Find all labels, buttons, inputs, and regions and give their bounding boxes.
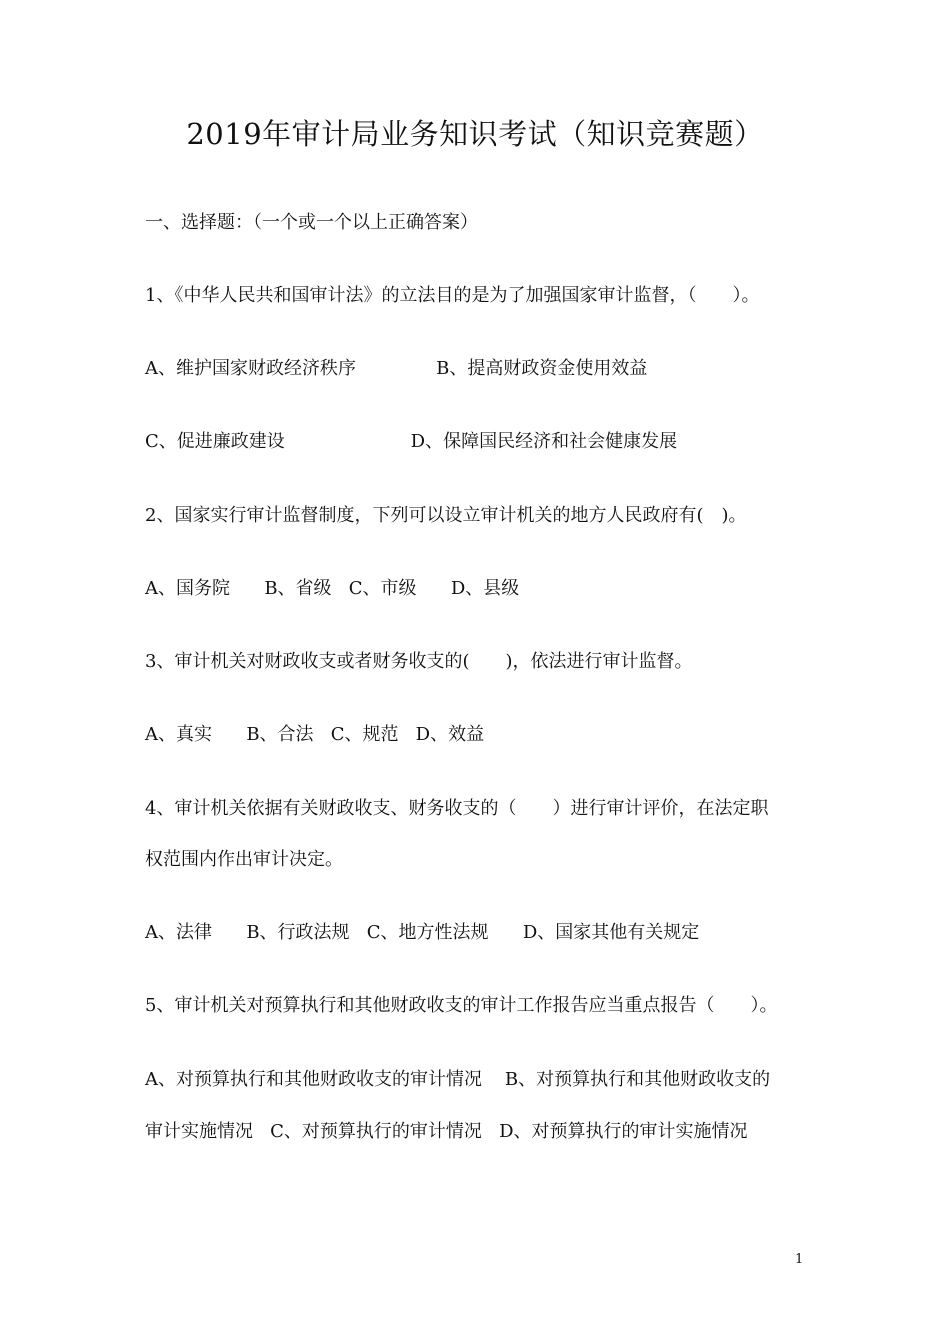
question-2-options: A、国务院 B、省级 C、市级 D、县级 <box>145 578 520 599</box>
question-2-stem: 2、国家实行审计监督制度，下列可以设立审计机关的地方人民政府有( )。 <box>145 505 747 526</box>
question-5-options-line-2: 审计实施情况 C、对预算执行的审计情况 D、对预算执行的审计实施情况 <box>145 1121 748 1142</box>
question-4-stem-line-2: 权范围内作出审计决定。 <box>145 849 343 870</box>
question-1-options-row-1: A、维护国家财政经济秩序 B、提高财政资金使用效益 <box>145 358 648 379</box>
page-number: 1 <box>795 1252 804 1267</box>
question-5-stem: 5、审计机关对预算执行和其他财政收支的审计工作报告应当重点报告（ ）。 <box>145 995 778 1016</box>
section-heading: 一、选择题：（一个或一个以上正确答案） <box>145 212 478 233</box>
question-3-stem: 3、审计机关对财政收支或者财务收支的( )，依法进行审计监督。 <box>145 651 693 672</box>
question-5-options-line-1: A、对预算执行和其他财政收支的审计情况 B、对预算执行和其他财政收支的 <box>145 1069 771 1090</box>
document-title: 2019年审计局业务知识考试（知识竞赛题） <box>186 117 764 151</box>
question-4-options: A、法律 B、行政法规 C、地方性法规 D、国家其他有关规定 <box>145 922 700 943</box>
question-4-stem-line-1: 4、审计机关依据有关财政收支、财务收支的（ ）进行审计评价，在法定职 <box>145 798 769 819</box>
question-1-stem: 1、《中华人民共和国审计法》的立法目的是为了加强国家审计监督，（ ）。 <box>145 285 760 306</box>
question-3-options: A、真实 B、合法 C、规范 D、效益 <box>145 724 485 745</box>
question-1-options-row-2: C、促进廉政建设 D、保障国民经济和社会健康发展 <box>145 431 678 452</box>
